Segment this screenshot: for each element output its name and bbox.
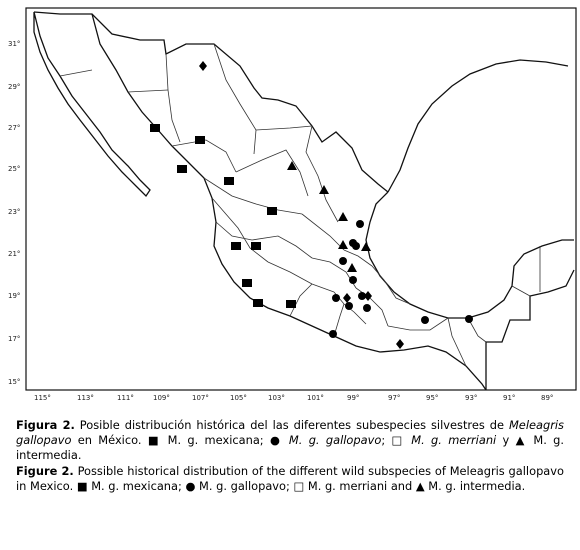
lon-label-89: 89° <box>541 394 554 402</box>
texas-coast <box>388 60 568 192</box>
state-line <box>60 70 92 76</box>
southern-border <box>486 270 574 390</box>
pacific-coast <box>92 14 486 390</box>
caption-es-merriani: M. g. merriani <box>404 433 497 448</box>
gallopavo-marker <box>363 304 371 312</box>
mexicana-marker <box>150 124 160 132</box>
caption-es-label: Figura 2. <box>16 418 75 432</box>
intermedia-marker <box>347 263 357 272</box>
caption-es-mexicana: M. g. mexicana; <box>161 433 270 448</box>
lon-label-101: 101° <box>307 394 324 402</box>
intermedia-marker <box>361 242 371 251</box>
state-line <box>512 286 530 296</box>
state-line <box>344 250 372 266</box>
mexicana-marker <box>231 242 241 250</box>
gallopavo-marker <box>349 276 357 284</box>
state-line <box>212 198 268 262</box>
lat-label-27: 27° <box>8 124 21 132</box>
baja-california <box>34 12 150 196</box>
gallopavo-marker <box>332 294 340 302</box>
gallopavo-marker <box>421 316 429 324</box>
lon-label-107: 107° <box>192 394 209 402</box>
state-line <box>306 126 338 222</box>
caption-es-text-2: en México. <box>71 433 148 448</box>
gulf-coast <box>366 192 574 318</box>
lon-label-103: 103° <box>268 394 285 402</box>
gallopavo-marker <box>339 257 347 265</box>
merriani-marker <box>364 291 372 301</box>
lon-label-91: 91° <box>503 394 516 402</box>
caption-english <box>16 464 564 494</box>
lat-label-15: 15° <box>8 378 21 386</box>
coastline <box>34 12 574 390</box>
state-line <box>128 90 168 92</box>
longitude-axis <box>34 394 553 402</box>
merriani-marker <box>199 61 207 71</box>
caption-es-intermedia: M. g. intermedia. <box>16 433 565 463</box>
caption-en-label: Figure 2. <box>16 463 74 478</box>
latitude-axis <box>8 40 20 386</box>
square-symbol-icon: ■ <box>76 478 88 493</box>
us-border <box>34 12 388 192</box>
caption-es-sep: ; <box>381 433 392 448</box>
open-square-symbol-icon: □ <box>293 478 305 493</box>
lat-label-19: 19° <box>8 292 21 300</box>
gallopavo-marker <box>345 302 353 310</box>
gallopavo-marker <box>329 330 337 338</box>
figure-caption <box>16 418 564 494</box>
lat-label-25: 25° <box>8 165 21 173</box>
state-line <box>388 318 448 330</box>
lon-label-115: 115° <box>34 394 51 402</box>
lon-label-97: 97° <box>388 394 401 402</box>
state-line <box>256 126 312 130</box>
caption-es-species: Meleagris gallopavo <box>16 418 564 448</box>
caption-en-intermedia: M. g. intermedia. <box>424 478 526 493</box>
caption-en-gallopavo: M. g. gallopavo; <box>195 478 294 493</box>
state-line <box>448 318 466 366</box>
intermedia-marker <box>319 185 329 194</box>
state-line <box>312 258 356 288</box>
caption-es-gallopavo: M. g. gallopavo <box>282 433 382 448</box>
state-line <box>302 214 344 250</box>
lon-label-105: 105° <box>230 394 247 402</box>
mexicana-marker <box>224 177 234 185</box>
caption-spanish <box>16 418 564 464</box>
merriani-marker <box>396 339 404 349</box>
mexicana-marker <box>177 165 187 173</box>
gallopavo-marker <box>465 315 473 323</box>
caption-en-merriani: M. g. merriani and <box>304 478 416 493</box>
lat-label-21: 21° <box>8 250 21 258</box>
open-square-symbol-icon: □ <box>391 433 405 448</box>
gallopavo-marker <box>356 220 364 228</box>
caption-en-mexicana: M. g. mexicana; <box>87 478 186 493</box>
caption-en-text-1: Possible historical distribution of the different wild subspecies of Meleagris gallopavo in Mexico. <box>16 463 564 493</box>
state-line <box>236 150 308 196</box>
lat-label-31: 31° <box>8 40 21 48</box>
lat-label-23: 23° <box>8 208 21 216</box>
intermedia-marker <box>338 212 348 221</box>
state-line <box>166 54 180 142</box>
triangle-symbol-icon: ▲ <box>415 478 425 493</box>
caption-es-text-1: Posible distribución histórica del las diferentes subespecies silvestres de <box>74 418 509 432</box>
mexicana-marker <box>286 300 296 308</box>
lon-label-99: 99° <box>347 394 360 402</box>
mexicana-marker <box>195 136 205 144</box>
lon-label-95: 95° <box>426 394 439 402</box>
circle-symbol-icon: ● <box>269 433 283 448</box>
triangle-symbol-icon: ▲ <box>515 433 528 448</box>
lon-label-113: 113° <box>77 394 94 402</box>
mexicana-marker <box>253 299 263 307</box>
state-line <box>214 44 256 154</box>
caption-es-y: y <box>496 433 516 448</box>
mexicana-marker <box>251 242 261 250</box>
intermedia-marker <box>338 240 348 249</box>
lon-label-109: 109° <box>153 394 170 402</box>
mexicana-marker <box>267 207 277 215</box>
circle-symbol-icon: ● <box>185 478 196 493</box>
gallopavo-marker <box>352 242 360 250</box>
merriani-marker <box>343 293 351 303</box>
state-line <box>216 222 252 240</box>
markers-layer <box>150 61 473 349</box>
lon-label-111: 111° <box>117 394 134 402</box>
state-line <box>268 262 334 292</box>
lat-label-17: 17° <box>8 335 21 343</box>
square-symbol-icon: ■ <box>147 433 162 448</box>
lon-label-93: 93° <box>465 394 478 402</box>
lat-label-29: 29° <box>8 83 21 91</box>
state-line <box>204 178 302 214</box>
mexicana-marker <box>242 279 252 287</box>
